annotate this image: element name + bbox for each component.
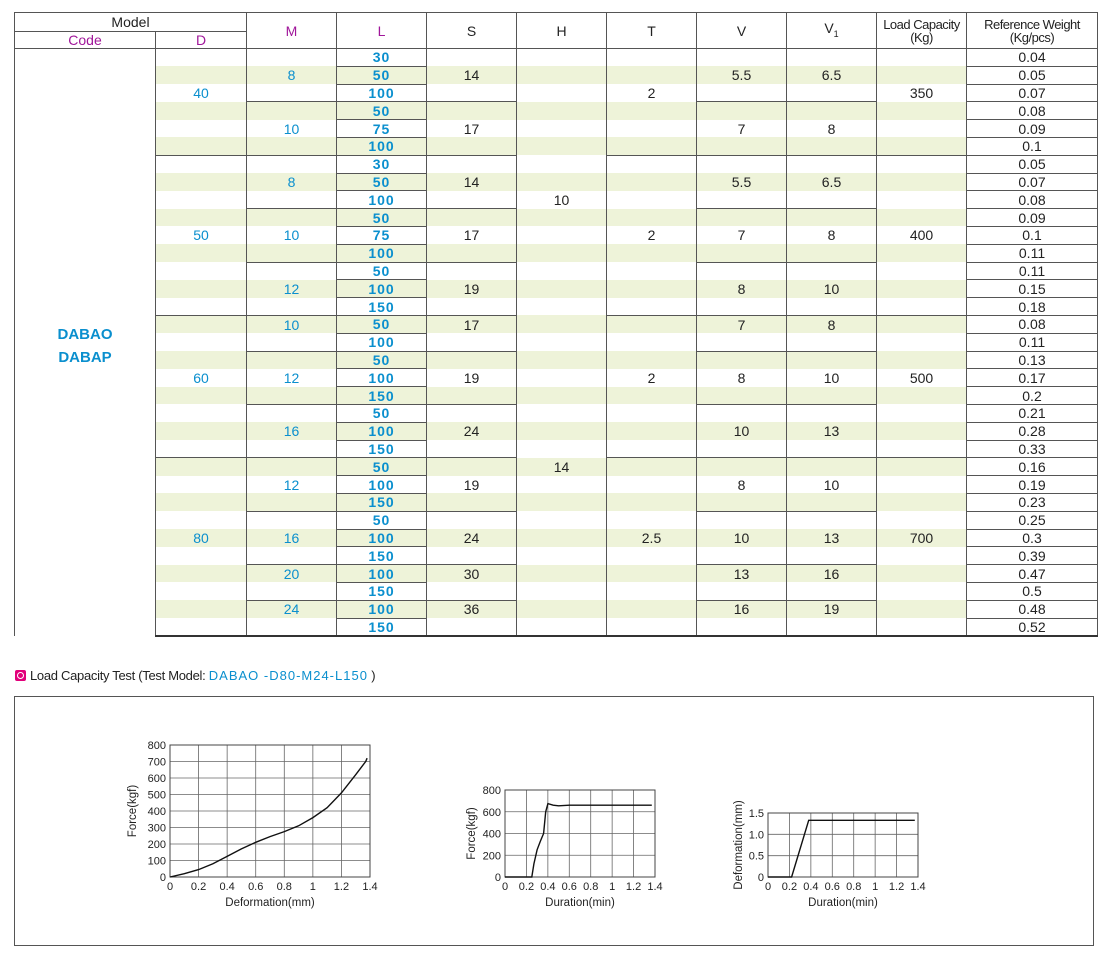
l-value: 50 [337, 404, 427, 422]
ref-weight-value: 0.1 [967, 137, 1098, 155]
v-value: 13 [697, 565, 787, 583]
model-code: DABAO [57, 326, 113, 343]
ref-weight-value: 0.39 [967, 547, 1098, 565]
chart-2 [466, 785, 663, 909]
l-value: 50 [337, 315, 427, 333]
t-value: 2.5 [607, 529, 697, 547]
table-row [15, 226, 1098, 244]
code-cell [15, 49, 156, 637]
x-tick-label: 0 [166, 881, 174, 893]
x-tick-label: 1 [872, 881, 879, 893]
ref-weight-value: 0.28 [967, 422, 1098, 440]
l-value: 100 [337, 422, 427, 440]
ref-weight-value: 0.13 [967, 351, 1098, 369]
v-value: 7 [697, 226, 787, 244]
plot-frame [768, 813, 918, 877]
m-value: 8 [247, 66, 337, 84]
l-value: 50 [337, 173, 427, 191]
l-value: 100 [337, 476, 427, 494]
table-row [15, 84, 1098, 102]
l-value: 50 [337, 209, 427, 227]
y-tick-label: 800 [482, 785, 501, 797]
l-value: 150 [337, 547, 427, 565]
ref-weight-value: 0.18 [967, 298, 1098, 316]
ref-weight-value: 0.07 [967, 84, 1098, 102]
x-tick-label: 1.4 [910, 881, 926, 893]
x-tick-label: 0.2 [781, 881, 798, 893]
s-value: 30 [427, 565, 517, 583]
ref-weight-value: 0.16 [967, 458, 1098, 476]
table-row [15, 369, 1098, 387]
y-tick-label: 300 [147, 822, 166, 835]
y-tick-label: 0 [159, 872, 166, 884]
table-row [15, 565, 1098, 583]
ref-weight-value: 0.15 [967, 280, 1098, 298]
l-value: 30 [337, 49, 427, 67]
x-tick-label: 0.8 [846, 881, 862, 893]
y-tick-label: 200 [147, 839, 166, 851]
table-row [15, 298, 1098, 316]
l-value: 100 [337, 244, 427, 262]
table-row [15, 315, 1098, 333]
v1-value: 10 [787, 476, 877, 494]
load-capacity-value: 350 [877, 84, 967, 102]
x-tick-label: 0.6 [824, 881, 840, 893]
v1-value: 6.5 [787, 66, 877, 84]
ref-weight-value: 0.07 [967, 173, 1098, 191]
s-value: 17 [427, 120, 517, 138]
ref-weight-value: 0.33 [967, 440, 1098, 458]
y-tick-label: 200 [482, 850, 501, 863]
y-axis-label: Force(kgf) [466, 807, 478, 860]
v1-value: 13 [787, 422, 877, 440]
code-header: Code [15, 32, 156, 49]
l-value: 50 [337, 102, 427, 120]
m-value: 12 [247, 369, 337, 387]
s-value: 17 [427, 226, 517, 244]
ref-weight-value: 0.5 [967, 582, 1098, 600]
test-model: DABAO -D80-M24-L150 [208, 668, 368, 683]
circle-bullet-icon [15, 670, 26, 681]
m-value: 24 [247, 600, 337, 618]
table-row [15, 493, 1098, 511]
v1-value: 13 [787, 529, 877, 547]
table-row [15, 582, 1098, 600]
l-value: 150 [337, 387, 427, 405]
s-value: 19 [427, 369, 517, 387]
s-header: S [427, 13, 517, 49]
table-row [15, 476, 1098, 494]
v-value: 16 [697, 600, 787, 618]
x-tick-label: 0.4 [803, 881, 819, 893]
l-value: 100 [337, 333, 427, 351]
table-row [15, 191, 1098, 209]
l-value: 100 [337, 565, 427, 583]
table-row [15, 209, 1098, 227]
l-value: 100 [337, 529, 427, 547]
t-header: T [607, 13, 697, 49]
y-tick-label: 400 [482, 828, 501, 841]
m-value: 10 [247, 120, 337, 138]
l-value: 50 [337, 262, 427, 280]
s-value: 17 [427, 315, 517, 333]
l-value: 50 [337, 66, 427, 84]
y-tick-label: 1.5 [748, 808, 764, 820]
v-value: 10 [697, 529, 787, 547]
y-tick-label: 1.0 [748, 829, 764, 842]
v1-value: 8 [787, 315, 877, 333]
l-value: 100 [337, 280, 427, 298]
m-value: 20 [247, 565, 337, 583]
l-value: 50 [337, 458, 427, 476]
m-value: 10 [247, 315, 337, 333]
s-value: 19 [427, 476, 517, 494]
v1-value: 10 [787, 369, 877, 387]
t-value: 2 [607, 369, 697, 387]
l-value: 100 [337, 191, 427, 209]
x-tick-label: 1 [609, 881, 616, 893]
y-tick-label: 500 [147, 789, 166, 802]
x-tick-label: 1.2 [333, 881, 350, 893]
table-row [15, 422, 1098, 440]
ref-weight-value: 0.05 [967, 66, 1098, 84]
y-axis-label: Force(kgf) [127, 784, 139, 838]
load-capacity-value: 700 [877, 529, 967, 547]
m-value: 16 [247, 529, 337, 547]
caption-suffix: ) [367, 668, 376, 683]
load-capacity-header: Load Capacity (Kg) [877, 13, 967, 49]
table-row [15, 244, 1098, 262]
x-tick-label: 0.6 [561, 881, 577, 893]
d-value: 50 [156, 226, 247, 244]
table-row [15, 333, 1098, 351]
table-row [15, 120, 1098, 138]
table-row [15, 511, 1098, 529]
ref-weight-value: 0.48 [967, 600, 1098, 618]
v-value: 7 [697, 120, 787, 138]
v-value: 5.5 [697, 173, 787, 191]
l-value: 150 [337, 493, 427, 511]
x-tick-label: 0.8 [583, 881, 599, 893]
v1-value: 19 [787, 600, 877, 618]
table-row [15, 600, 1098, 618]
h-header: H [517, 13, 607, 49]
s-value: 24 [427, 529, 517, 547]
h-value: 10 [517, 191, 607, 209]
ref-weight-value: 0.2 [967, 387, 1098, 405]
table-row [15, 173, 1098, 191]
model-code: DABAP [58, 349, 112, 366]
ref-weight-value: 0.05 [967, 155, 1098, 173]
chart-1 [127, 740, 378, 909]
v1-value: 16 [787, 565, 877, 583]
ref-weight-value: 0.1 [967, 226, 1098, 244]
d-header: D [156, 32, 247, 49]
y-tick-label: 100 [147, 855, 166, 868]
test-caption [15, 668, 375, 683]
table-row [15, 404, 1098, 422]
table-row [15, 155, 1098, 173]
ref-weight-value: 0.08 [967, 191, 1098, 209]
x-tick-label: 0 [501, 881, 509, 893]
d-value: 40 [156, 84, 247, 102]
y-tick-label: 800 [147, 740, 166, 752]
l-value: 150 [337, 618, 427, 636]
ref-weight-value: 0.11 [967, 244, 1098, 262]
ref-weight-value: 0.19 [967, 476, 1098, 494]
y-tick-label: 0 [494, 872, 501, 884]
l-value: 100 [337, 369, 427, 387]
v-value: 8 [697, 280, 787, 298]
s-value: 24 [427, 422, 517, 440]
s-value: 14 [427, 66, 517, 84]
l-value: 100 [337, 600, 427, 618]
y-tick-label: 700 [147, 756, 166, 769]
table-row [15, 280, 1098, 298]
ref-weight-value: 0.17 [967, 369, 1098, 387]
table-row [15, 440, 1098, 458]
v1-value: 6.5 [787, 173, 877, 191]
x-tick-label: 1.2 [625, 881, 642, 893]
x-tick-label: 0 [764, 881, 772, 893]
table-row [15, 547, 1098, 565]
x-tick-label: 0.2 [518, 881, 535, 893]
x-axis-label: Duration(min) [545, 897, 615, 909]
table-row [15, 262, 1098, 280]
model-header: Model [15, 13, 247, 32]
y-tick-label: 400 [147, 806, 166, 818]
ref-weight-value: 0.08 [967, 315, 1098, 333]
v-value: 8 [697, 476, 787, 494]
v-value: 5.5 [697, 66, 787, 84]
series-line [170, 758, 367, 877]
y-tick-label: 0.5 [748, 850, 764, 863]
ref-weight-value: 0.25 [967, 511, 1098, 529]
v1-header: $V_1$ [787, 13, 877, 49]
ref-weight-value: 0.47 [967, 565, 1098, 583]
v-value: 7 [697, 315, 787, 333]
table-row [15, 387, 1098, 405]
ref-weight-value: 0.21 [967, 404, 1098, 422]
y-tick-label: 0 [757, 872, 764, 884]
x-tick-label: 0.8 [276, 881, 292, 893]
v1-value: 8 [787, 226, 877, 244]
spec-table [14, 12, 1098, 637]
s-value: 36 [427, 600, 517, 618]
x-tick-label: 0.4 [219, 881, 235, 893]
table-row [15, 49, 1098, 67]
l-value: 50 [337, 351, 427, 369]
l-value: 150 [337, 440, 427, 458]
l-value: 50 [337, 511, 427, 529]
table-row [15, 102, 1098, 120]
l-value: 75 [337, 226, 427, 244]
v-value: 10 [697, 422, 787, 440]
l-value: 75 [337, 120, 427, 138]
caption-prefix: Load Capacity Test (Test Model: [30, 668, 209, 683]
t-value: 2 [607, 226, 697, 244]
d-value: 80 [156, 529, 247, 547]
table-row [15, 458, 1098, 476]
series-line [505, 804, 652, 877]
l-value: 150 [337, 298, 427, 316]
y-axis-label: Deformation(mm) [733, 800, 745, 890]
x-axis-label: Duration(min) [808, 897, 878, 909]
ref-weight-value: 0.23 [967, 493, 1098, 511]
y-tick-label: 600 [482, 806, 501, 819]
l-value: 100 [337, 84, 427, 102]
ref-weight-value: 0.11 [967, 262, 1098, 280]
table-row [15, 351, 1098, 369]
d-value: 60 [156, 369, 247, 387]
charts-svg [15, 697, 1093, 945]
t-value: 2 [607, 84, 697, 102]
ref-weight-value: 0.08 [967, 102, 1098, 120]
m-value: 8 [247, 173, 337, 191]
x-tick-label: 0.2 [190, 881, 207, 893]
ref-weight-value: 0.11 [967, 333, 1098, 351]
load-capacity-value: 500 [877, 369, 967, 387]
table-row [15, 66, 1098, 84]
table-row [15, 618, 1098, 636]
ref-weight-value: 0.09 [967, 209, 1098, 227]
x-axis-label: Deformation(mm) [225, 897, 315, 909]
charts-panel [14, 696, 1094, 946]
v-value: 8 [697, 369, 787, 387]
load-capacity-value: 400 [877, 226, 967, 244]
v-header: V [697, 13, 787, 49]
ref-weight-value: 0.52 [967, 618, 1098, 636]
l-value: 30 [337, 155, 427, 173]
m-value: 10 [247, 226, 337, 244]
l-value: 100 [337, 137, 427, 155]
l-value: 150 [337, 582, 427, 600]
s-value: 14 [427, 173, 517, 191]
series-line [768, 820, 915, 877]
x-tick-label: 1 [309, 881, 316, 893]
ref-weight-value: 0.09 [967, 120, 1098, 138]
ref-weight-value: 0.04 [967, 49, 1098, 67]
m-header: M [247, 13, 337, 49]
h-value: 14 [517, 458, 607, 476]
ref-weight-value: 0.3 [967, 529, 1098, 547]
v1-value: 8 [787, 120, 877, 138]
m-value: 12 [247, 280, 337, 298]
table-row [15, 529, 1098, 547]
l-header: L [337, 13, 427, 49]
x-tick-label: 1.2 [888, 881, 905, 893]
v1-value: 10 [787, 280, 877, 298]
y-tick-label: 600 [147, 773, 166, 785]
m-value: 16 [247, 422, 337, 440]
x-tick-label: 0.6 [248, 881, 264, 893]
m-value: 12 [247, 476, 337, 494]
s-value: 19 [427, 280, 517, 298]
x-tick-label: 1.4 [647, 881, 663, 893]
x-tick-label: 0.4 [540, 881, 556, 893]
x-tick-label: 1.4 [362, 881, 378, 893]
ref-weight-header: Reference Weight (Kg/pcs) [967, 13, 1098, 49]
table-row [15, 137, 1098, 155]
chart-3 [733, 800, 926, 909]
